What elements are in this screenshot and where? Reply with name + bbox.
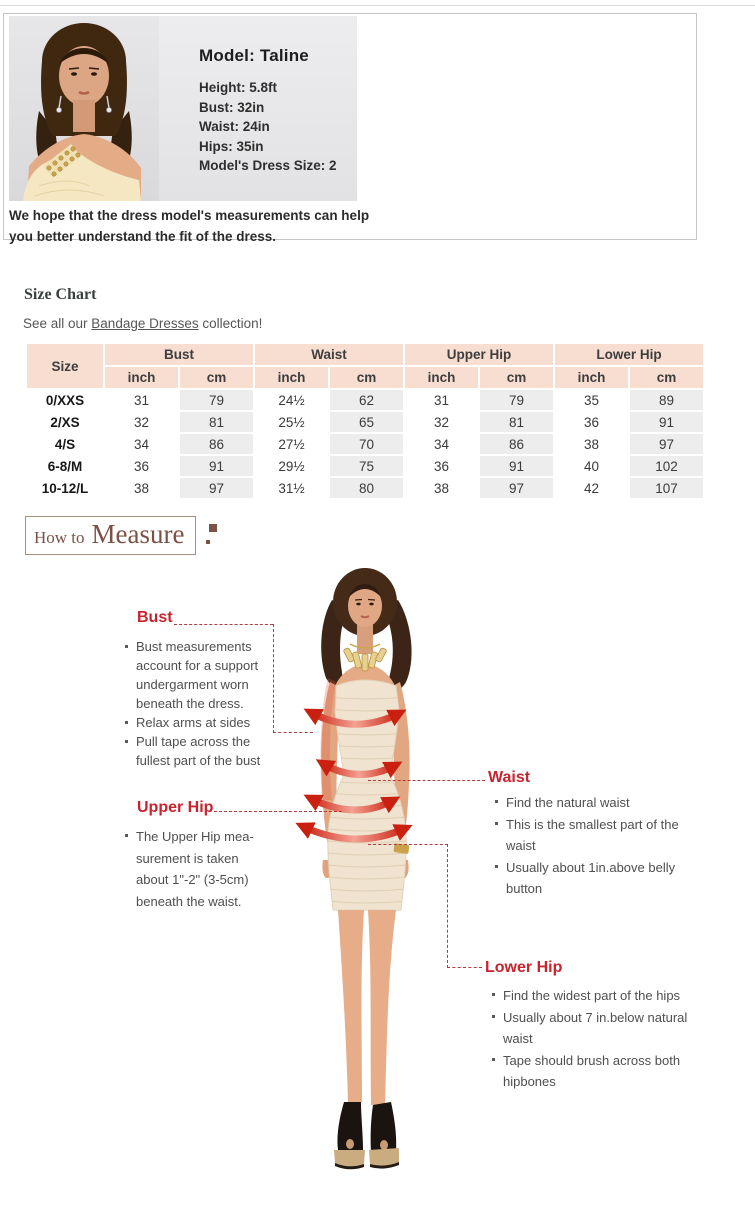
bullet-item: Usually about 7 in.below natural waist (491, 1007, 699, 1050)
measurement-cell: 27½ (255, 434, 328, 454)
bust-connector-h2 (273, 732, 313, 733)
heading-dot-ornament (206, 540, 210, 544)
measurement-cell: 35 (555, 390, 628, 410)
waist-bullets (494, 792, 696, 900)
top-divider (0, 5, 755, 6)
size-name-cell: 6-8/M (27, 456, 103, 476)
bullet-item: Find the widest part of the hips (491, 985, 699, 1007)
measurement-cell: 86 (180, 434, 253, 454)
upper-hip-connector (214, 811, 342, 812)
unit-header-inch: inch (105, 367, 178, 388)
caption-line-2: you better understand the fit of the dress. (9, 229, 277, 244)
measurement-cell: 36 (555, 412, 628, 432)
size-row (27, 434, 703, 454)
size-name-cell: 2/XS (27, 412, 103, 432)
heading-how-to: How to (34, 528, 85, 547)
model-card-caption (9, 205, 369, 247)
measurement-cell: 97 (480, 478, 553, 498)
size-name-cell: 10-12/L (27, 478, 103, 498)
measurement-cell: 91 (180, 456, 253, 476)
measurement-cell: 75 (330, 456, 403, 476)
unit-header-inch: inch (555, 367, 628, 388)
measurement-cell: 36 (105, 456, 178, 476)
measurement-cell: 40 (555, 456, 628, 476)
size-row (27, 456, 703, 476)
model-info-block (199, 46, 349, 176)
col-header-bust: Bust (105, 344, 253, 365)
waist-connector (368, 780, 485, 781)
model-photo-panel (9, 16, 357, 201)
bullet-item: The Upper Hip mea-surement is taken about 1"-2" (3-5cm) beneath the waist. (124, 826, 269, 912)
measurement-cell: 102 (630, 456, 703, 476)
table-group-header-row (27, 344, 703, 365)
measurement-cell: 79 (480, 390, 553, 410)
size-table-body (27, 390, 703, 498)
col-header-waist: Waist (255, 344, 403, 365)
upper-hip-label: Upper Hip (137, 799, 214, 816)
upper-hip-bullets (124, 826, 269, 912)
bullet-item: Find the natural waist (494, 792, 696, 814)
size-name-cell: 0/XXS (27, 390, 103, 410)
collection-text-prefix: See all our (23, 316, 92, 331)
unit-header-cm: cm (630, 367, 703, 388)
size-row (27, 412, 703, 432)
lower-hip-connector-v (447, 844, 448, 968)
measurement-cell: 31 (105, 390, 178, 410)
bullet-item: Pull tape across the fullest part of the bust (124, 732, 276, 770)
lower-hip-connector-h2 (447, 967, 482, 968)
lower-hip-label: Lower Hip (485, 959, 563, 976)
measurement-cell: 36 (405, 456, 478, 476)
measurement-cell: 38 (405, 478, 478, 498)
model-stats-list (199, 78, 349, 176)
size-chart-table (25, 342, 705, 500)
bust-label: Bust (137, 609, 173, 626)
model-name-title: Model: Taline (199, 46, 309, 65)
unit-header-cm: cm (480, 367, 553, 388)
measurement-cell: 65 (330, 412, 403, 432)
measurement-cell: 38 (105, 478, 178, 498)
measurement-cell: 91 (480, 456, 553, 476)
unit-header-inch: inch (255, 367, 328, 388)
model-headshot-photo (9, 16, 159, 201)
heading-square-ornament (209, 524, 217, 532)
bust-connector-h1 (174, 624, 273, 625)
measurement-model-figure (270, 560, 470, 1200)
bullet-item: Usually about 1in.above belly button (494, 857, 696, 900)
col-header-size: Size (27, 344, 103, 388)
bullet-item: Relax arms at sides (124, 713, 276, 732)
bandage-dresses-link[interactable]: Bandage Dresses (91, 316, 199, 331)
bullet-item: Hips: 35in (199, 138, 264, 154)
measurement-cell: 81 (180, 412, 253, 432)
measurement-cell: 97 (630, 434, 703, 454)
measurement-cell: 81 (480, 412, 553, 432)
measurement-cell: 25½ (255, 412, 328, 432)
measurement-cell: 32 (105, 412, 178, 432)
bullet-item: Waist: 24in (199, 119, 270, 134)
bullet-item: Bust: 32in (199, 99, 265, 115)
unit-header-cm: cm (180, 367, 253, 388)
bullet-item: Height: 5.8ft (199, 80, 278, 95)
size-row (27, 478, 703, 498)
measurement-cell: 79 (180, 390, 253, 410)
heading-measure: Measure (91, 519, 185, 549)
measurement-cell: 97 (180, 478, 253, 498)
measurement-cell: 70 (330, 434, 403, 454)
bullet-item: Bust measurements account for a support undergarment worn beneath the dress. (124, 637, 276, 713)
collection-line (23, 316, 262, 331)
bust-bullets (124, 637, 276, 770)
how-to-measure-heading (25, 516, 196, 555)
measurement-cell: 80 (330, 478, 403, 498)
table-unit-header-row (27, 367, 703, 388)
bullet-item: Model's Dress Size: 2 (199, 158, 337, 173)
measurement-cell: 42 (555, 478, 628, 498)
caption-line-1: We hope that the dress model's measurements can help (9, 208, 370, 223)
unit-header-inch: inch (405, 367, 478, 388)
measurement-cell: 34 (405, 434, 478, 454)
measurement-cell: 107 (630, 478, 703, 498)
measurement-cell: 34 (105, 434, 178, 454)
col-header-upper-hip: Upper Hip (405, 344, 553, 365)
waist-label: Waist (488, 769, 531, 786)
measurement-cell: 62 (330, 390, 403, 410)
measurement-cell: 31½ (255, 478, 328, 498)
size-name-cell: 4/S (27, 434, 103, 454)
measurement-cell: 91 (630, 412, 703, 432)
col-header-lower-hip: Lower Hip (555, 344, 703, 365)
measurement-cell: 31 (405, 390, 478, 410)
measurement-cell: 38 (555, 434, 628, 454)
lower-hip-bullets (491, 985, 699, 1093)
measurement-cell: 32 (405, 412, 478, 432)
measurement-cell: 24½ (255, 390, 328, 410)
measurement-cell: 29½ (255, 456, 328, 476)
collection-text-suffix: collection! (198, 316, 263, 331)
bullet-item: Tape should brush across both hipbones (491, 1050, 699, 1093)
bullet-item: This is the smallest part of the waist (494, 814, 696, 857)
unit-header-cm: cm (330, 367, 403, 388)
model-info-card (3, 13, 697, 244)
measurement-cell: 86 (480, 434, 553, 454)
size-row (27, 390, 703, 410)
size-chart-heading: Size Chart (24, 286, 97, 303)
lower-hip-connector-h1 (368, 844, 448, 845)
measurement-cell: 89 (630, 390, 703, 410)
